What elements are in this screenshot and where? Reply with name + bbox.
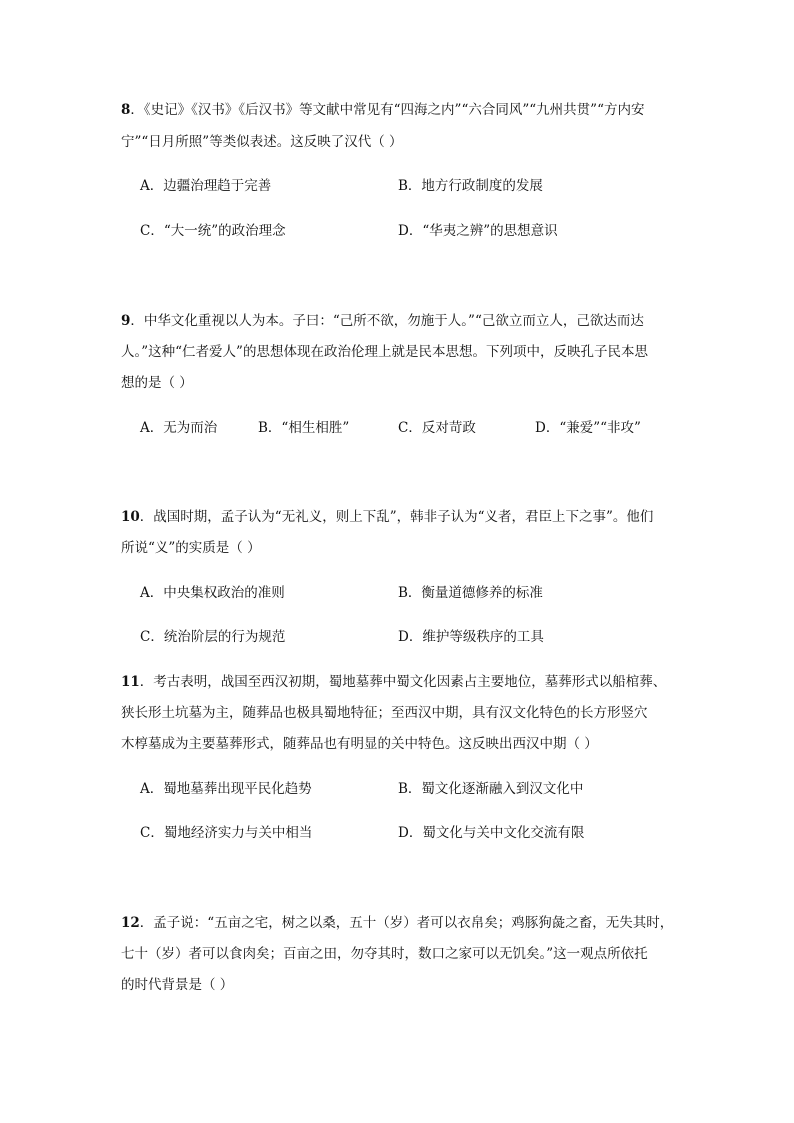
question-9-option-a[interactable]: A．无为而治 (140, 420, 218, 436)
question-11-line-3: 木椁墓成为主要墓葬形式，随葬品也有明显的关中特色。这反映出西汉中期（ ） (121, 736, 598, 752)
question-9-line-2: 人。”这种“仁者爱人”的思想体现在政治伦理上就是民本思想。下列项中，反映孔子民本思 (121, 344, 648, 360)
question-12-line-3: 的时代背景是（ ） (121, 977, 234, 993)
question-8-option-b[interactable]: B．地方行政制度的发展 (398, 178, 543, 194)
question-8-number: 8 (121, 102, 131, 118)
question-8-option-d[interactable]: D．“华夷之辨”的思想意识 (398, 223, 558, 239)
question-8-line-1: 8．《史记》《汉书》《后汉书》等文献中常见有“四海之内”“六合同风”“九州共贯”“方内安 (121, 102, 645, 118)
question-10-option-d[interactable]: D．维护等级秩序的工具 (398, 629, 544, 645)
question-10-number: 10 (121, 509, 140, 525)
question-8-line-2: 宁”“日月所照”等类似表述。这反映了汉代（ ） (121, 134, 403, 150)
question-12-line-2: 七十（岁）者可以食肉矣；百亩之田，勿夺其时，数口之家可以无饥矣。”这一观点所依托 (121, 946, 648, 962)
question-8-option-c[interactable]: C．“大一统”的政治理念 (140, 223, 286, 239)
question-10-line-1: 10．战国时期，孟子认为“无礼义，则上下乱”，韩非子认为“义者，君臣上下之事”。他们 (121, 509, 654, 525)
question-11-option-b[interactable]: B．蜀文化逐渐融入到汉文化中 (398, 781, 584, 797)
question-10-option-b[interactable]: B．衡量道德修养的标准 (398, 585, 543, 601)
question-11-line-2: 狭长形土坑墓为主，随葬品也极具蜀地特征；至西汉中期，具有汉文化特色的长方形竖穴 (121, 705, 648, 721)
question-9-option-d[interactable]: D．“兼爱”“非攻” (535, 420, 641, 436)
question-9-number: 9 (121, 313, 131, 329)
question-12-line-1: 12．孟子说：“五亩之宅，树之以桑，五十（岁）者可以衣帛矣；鸡豚狗彘之畜，无失其时， (121, 915, 674, 931)
question-11-option-a[interactable]: A．蜀地墓葬出现平民化趋势 (140, 781, 312, 797)
question-10-option-a[interactable]: A．中央集权政治的准则 (140, 585, 285, 601)
question-9-option-b[interactable]: B．“相生相胜” (258, 420, 350, 436)
question-9-option-c[interactable]: C．反对苛政 (398, 420, 476, 436)
question-11-line-1: 11．考古表明，战国至西汉初期，蜀地墓葬中蜀文化因素占主要地位，墓葬形式以船棺葬、 (121, 674, 667, 690)
question-11-option-c[interactable]: C．蜀地经济实力与关中相当 (140, 825, 313, 841)
question-10-option-c[interactable]: C．统治阶层的行为规范 (140, 629, 286, 645)
question-8-option-a[interactable]: A．边疆治理趋于完善 (140, 178, 272, 194)
question-11-option-d[interactable]: D．蜀文化与关中文化交流有限 (398, 825, 585, 841)
question-9-line-3: 想的是（ ） (121, 375, 193, 391)
question-10-line-2: 所说“义”的实质是（ ） (121, 540, 261, 556)
question-12-number: 12 (121, 915, 140, 931)
question-11-number: 11 (121, 674, 140, 690)
question-9-line-1: 9．中华文化重视以人为本。子曰：“己所不欲，勿施于人。”“己欲立而立人，己欲达而达 (121, 313, 644, 329)
